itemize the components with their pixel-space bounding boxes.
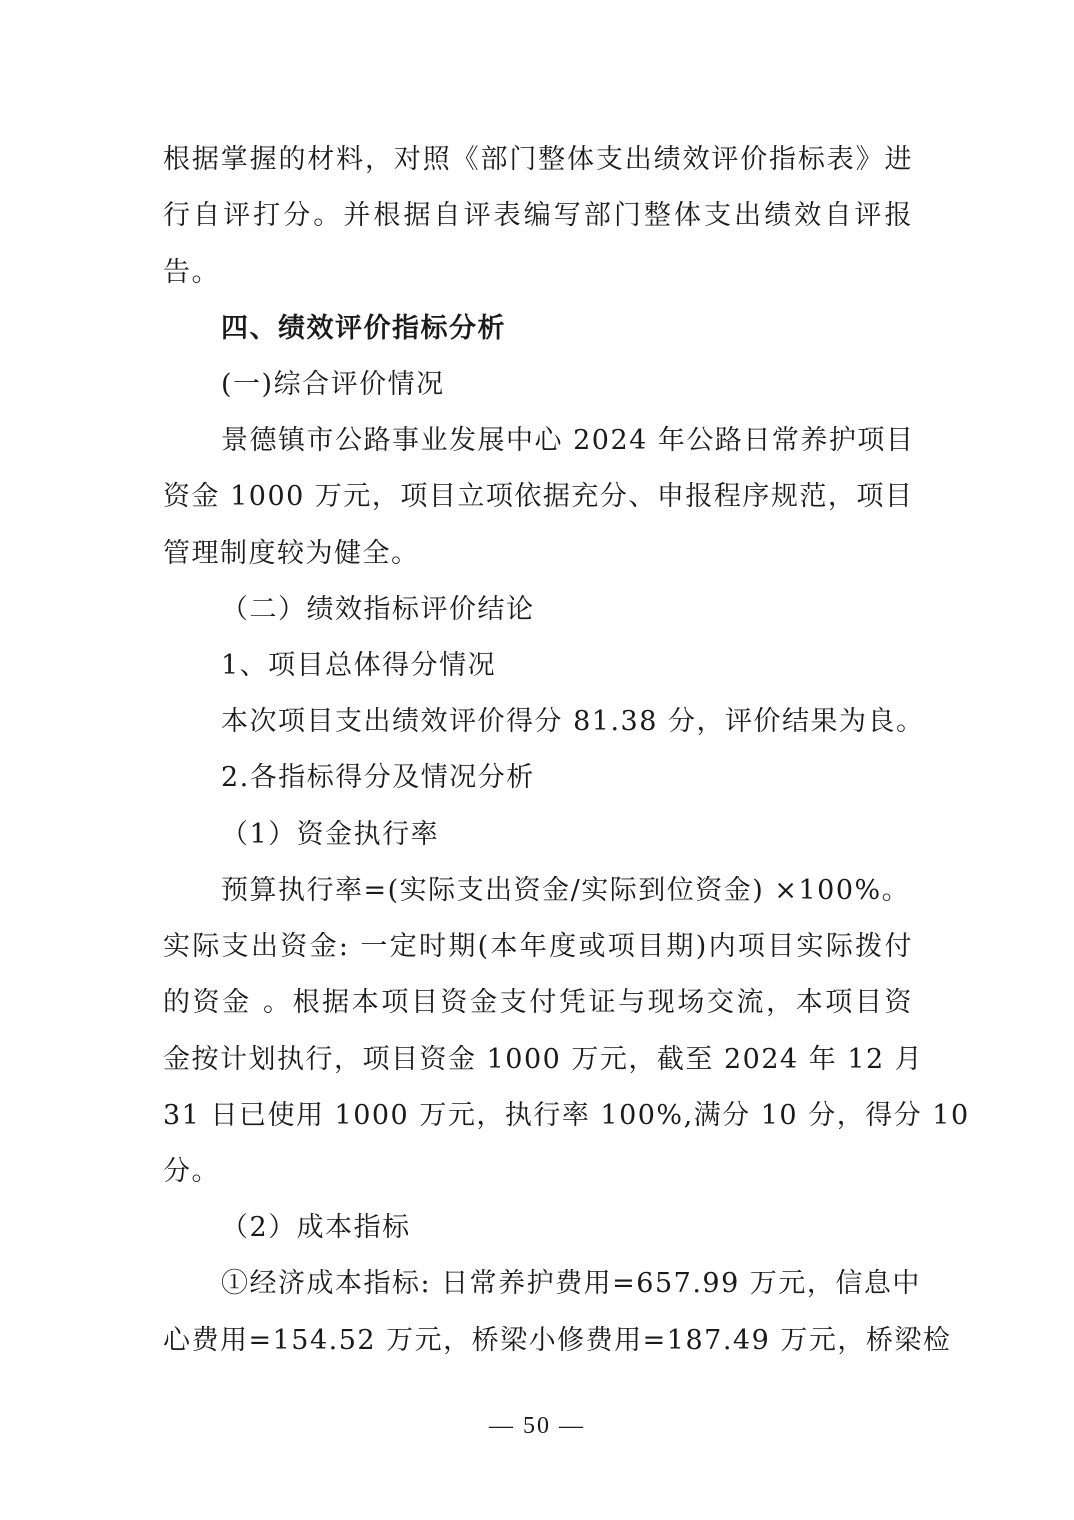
paragraph-line: 分。 [163,1156,220,1187]
paragraph-line: ①经济成本指标: 日常养护费用=657.99 万元，信息中 [221,1268,921,1299]
paragraph-line: 心费用=154.52 万元，桥梁小修费用=187.49 万元，桥梁检 [163,1325,952,1356]
section-heading: 四、绩效评价指标分析 [221,313,506,344]
paragraph-line: 根据掌握的材料，对照《部门整体支出绩效评价指标表》进 [163,144,913,175]
item-heading: （1）资金执行率 [221,819,440,850]
paragraph-line: 管理制度较为健全。 [163,538,420,569]
paragraph-line: 景德镇市公路事业发展中心 2024 年公路日常养护项目 [221,425,915,456]
subsection-heading: （二）绩效指标评价结论 [221,594,535,625]
paragraph-line: 的资金 。根据本项目资金支付凭证与现场交流，本项目资 [163,987,913,1018]
formula-line: 预算执行率=(实际支出资金/实际到位资金) ×100%。 [221,875,911,906]
paragraph-line: 31 日已使用 1000 万元，执行率 100%,满分 10 分，得分 10 [163,1100,970,1131]
paragraph-line: 实际支出资金: 一定时期(本年度或项目期)内项目实际拨付 [163,931,913,962]
item-heading: 1、项目总体得分情况 [221,650,497,681]
page-number: — 50 — [489,1413,585,1439]
paragraph-line: 本次项目支出绩效评价得分 81.38 分，评价结果为良。 [221,706,925,737]
item-heading: （2）成本指标 [221,1212,411,1243]
subsection-heading: (一)综合评价情况 [221,369,445,400]
item-heading: 2.各指标得分及情况分析 [221,762,535,793]
paragraph-line: 告。 [163,257,220,288]
paragraph-line: 资金 1000 万元，项目立项依据充分、申报程序规范，项目 [163,481,914,512]
paragraph-line: 行自评打分。并根据自评表编写部门整体支出绩效自评报 [163,200,913,231]
paragraph-line: 金按计划执行，项目资金 1000 万元，截至 2024 年 12 月 [163,1044,924,1075]
